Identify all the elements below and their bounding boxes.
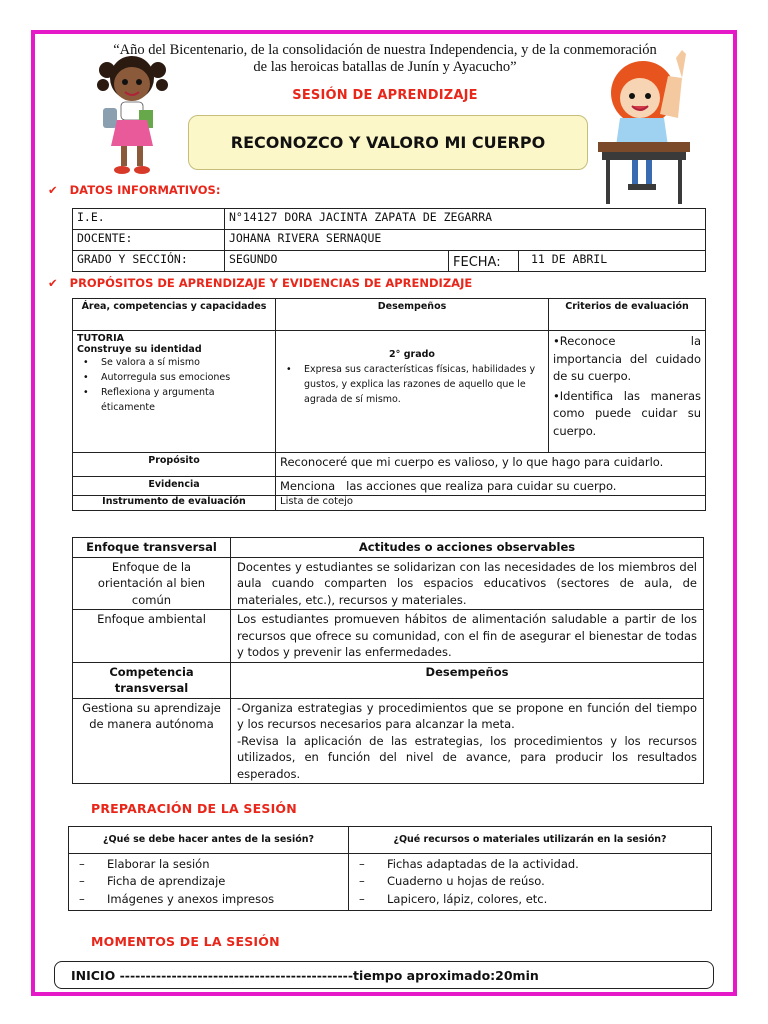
session-title: RECONOZCO Y VALORO MI CUERPO bbox=[230, 133, 546, 152]
competencia-name: Construye su identidad bbox=[77, 344, 202, 355]
recursos-col-header: ¿Qué recursos o materiales utilizarán en la sesión? bbox=[349, 827, 712, 854]
list-item: • Se valora a sí mismo bbox=[77, 355, 271, 370]
session-label: SESIÓN DE APRENDIZAJE bbox=[292, 88, 478, 103]
col-desempenos-header: Desempeños bbox=[276, 299, 549, 331]
propositos-table bbox=[72, 298, 706, 511]
capacidades-list bbox=[77, 355, 271, 415]
list-item: – Elaborar la sesión bbox=[75, 856, 342, 874]
criterio-2: •Identifica las maneras como puede cuidar su cuerpo. bbox=[553, 388, 701, 438]
propositos-heading bbox=[48, 276, 472, 290]
preparacion-table bbox=[68, 826, 712, 911]
enfoque-col-header: Enfoque transversal bbox=[73, 538, 231, 558]
enfoque-bien-comun-text: Docentes y estudiantes se solidarizan con las necesidades de los miembros del aula cuando comparten los espacios educativos (sectores de aula, de materiales, etc.), recursos y materiales. bbox=[231, 557, 704, 610]
enfoque-bien-comun: Enfoque de la orientación al bien común bbox=[73, 557, 231, 610]
fecha-label: FECHA: bbox=[449, 251, 519, 272]
evidencia-value: Menciona las acciones que realiza para cuidar su cuerpo. bbox=[276, 477, 706, 496]
actitudes-col-header: Actitudes o acciones observables bbox=[231, 538, 704, 558]
competencia-col-header: Competencia transversal bbox=[73, 662, 231, 698]
list-item: – Cuaderno u hojas de reúso. bbox=[355, 873, 705, 891]
desempenos-col-header: Desempeños bbox=[231, 662, 704, 698]
fecha-value: 11 DE ABRIL bbox=[519, 251, 706, 272]
datos-heading-text: DATOS INFORMATIVOS: bbox=[69, 183, 221, 197]
preparacion-heading: PREPARACIÓN DE LA SESIÓN bbox=[91, 801, 297, 816]
checkmark-icon: ✔ bbox=[48, 276, 58, 290]
motto-line-1: “Año del Bicentenario, de la consolidación de nuestra Independencia, y de la conmemoración bbox=[113, 42, 657, 58]
competencia-desempenos bbox=[231, 698, 704, 784]
proposito-value: Reconoceré que mi cuerpo es valioso, y lo que hago para cuidarlo. bbox=[276, 453, 706, 477]
motto-line-2: de las heroicas batallas de Junín y Ayacucho” bbox=[253, 59, 517, 75]
instrumento-label: Instrumento de evaluación bbox=[73, 496, 276, 511]
desempeno-text-2: -Revisa la aplicación de las estrategias, los procedimientos y los recursos utilizados, en función del nivel de avance, para producir los resultados esperados. bbox=[237, 733, 697, 781]
list-item: • Autorregula sus emociones bbox=[77, 370, 271, 385]
desempeno-list bbox=[280, 362, 544, 407]
criterios-cell bbox=[549, 331, 706, 453]
grado-value: SEGUNDO bbox=[225, 251, 449, 272]
docente-label: DOCENTE: bbox=[73, 230, 225, 251]
ie-label: I.E. bbox=[73, 209, 225, 230]
col-area-header: Área, competencias y capacidades bbox=[73, 299, 276, 331]
session-title-box bbox=[188, 115, 588, 170]
list-item: – Fichas adaptadas de la actividad. bbox=[355, 856, 705, 874]
col-criterios-header: Criterios de evaluación bbox=[549, 299, 706, 331]
antes-cell bbox=[69, 853, 349, 911]
docente-value: JOHANA RIVERA SERNAQUE bbox=[225, 230, 706, 251]
recursos-cell bbox=[349, 853, 712, 911]
datos-table bbox=[72, 208, 706, 272]
propositos-heading-text: PROPÓSITOS DE APRENDIZAJE Y EVIDENCIAS DE APRENDIZAJE bbox=[69, 276, 473, 290]
list-item: • Expresa sus características físicas, habilidades y gustos, y explica las razones de aquello que le agrada de sí mismo. bbox=[280, 362, 544, 407]
list-item: – Imágenes y anexos impresos bbox=[75, 891, 342, 909]
checkmark-icon: ✔ bbox=[48, 183, 58, 197]
list-item: • Reflexiona y argumenta éticamente bbox=[77, 385, 271, 415]
area-cell bbox=[73, 331, 276, 453]
inicio-text: INICIO ---------------------------------------------tiempo aproximado:20min bbox=[71, 967, 539, 983]
datos-heading bbox=[48, 183, 220, 197]
desempeno-cell bbox=[276, 331, 549, 453]
antes-list bbox=[75, 856, 342, 909]
enfoque-ambiental: Enfoque ambiental bbox=[73, 610, 231, 663]
proposito-label: Propósito bbox=[73, 453, 276, 477]
enfoques-table bbox=[72, 537, 704, 784]
grado-heading: 2° grado bbox=[389, 349, 435, 360]
ie-value: N°14127 DORA JACINTA ZAPATA DE ZEGARRA bbox=[225, 209, 706, 230]
momentos-heading: MOMENTOS DE LA SESIÓN bbox=[91, 934, 280, 949]
enfoque-ambiental-text: Los estudiantes promueven hábitos de alimentación saludable a partir de los recursos que ofrece su comunidad, con el fin de asegurar el bienestar de todas y todos y prevenir las enfermedades. bbox=[231, 610, 704, 663]
desempeno-text-1: -Organiza estrategias y procedimientos que se propone en función del tiempo y los recursos necesarios para alcanzar la meta. bbox=[237, 700, 697, 731]
recursos-list bbox=[355, 856, 705, 909]
competencia-gestiona: Gestiona su aprendizaje de manera autónoma bbox=[73, 698, 231, 784]
grado-label: GRADO Y SECCIÓN: bbox=[73, 251, 225, 272]
list-item: – Lapicero, lápiz, colores, etc. bbox=[355, 891, 705, 909]
list-item: – Ficha de aprendizaje bbox=[75, 873, 342, 891]
inicio-bar bbox=[54, 961, 714, 989]
criterio-1: •Reconoce la importancia del cuidado de su cuerpo. bbox=[553, 334, 701, 383]
antes-col-header: ¿Qué se debe hacer antes de la sesión? bbox=[69, 827, 349, 854]
area-name: TUTORIA bbox=[77, 333, 124, 344]
motto bbox=[95, 42, 675, 76]
evidencia-label: Evidencia bbox=[73, 477, 276, 496]
instrumento-value: Lista de cotejo bbox=[276, 496, 706, 511]
